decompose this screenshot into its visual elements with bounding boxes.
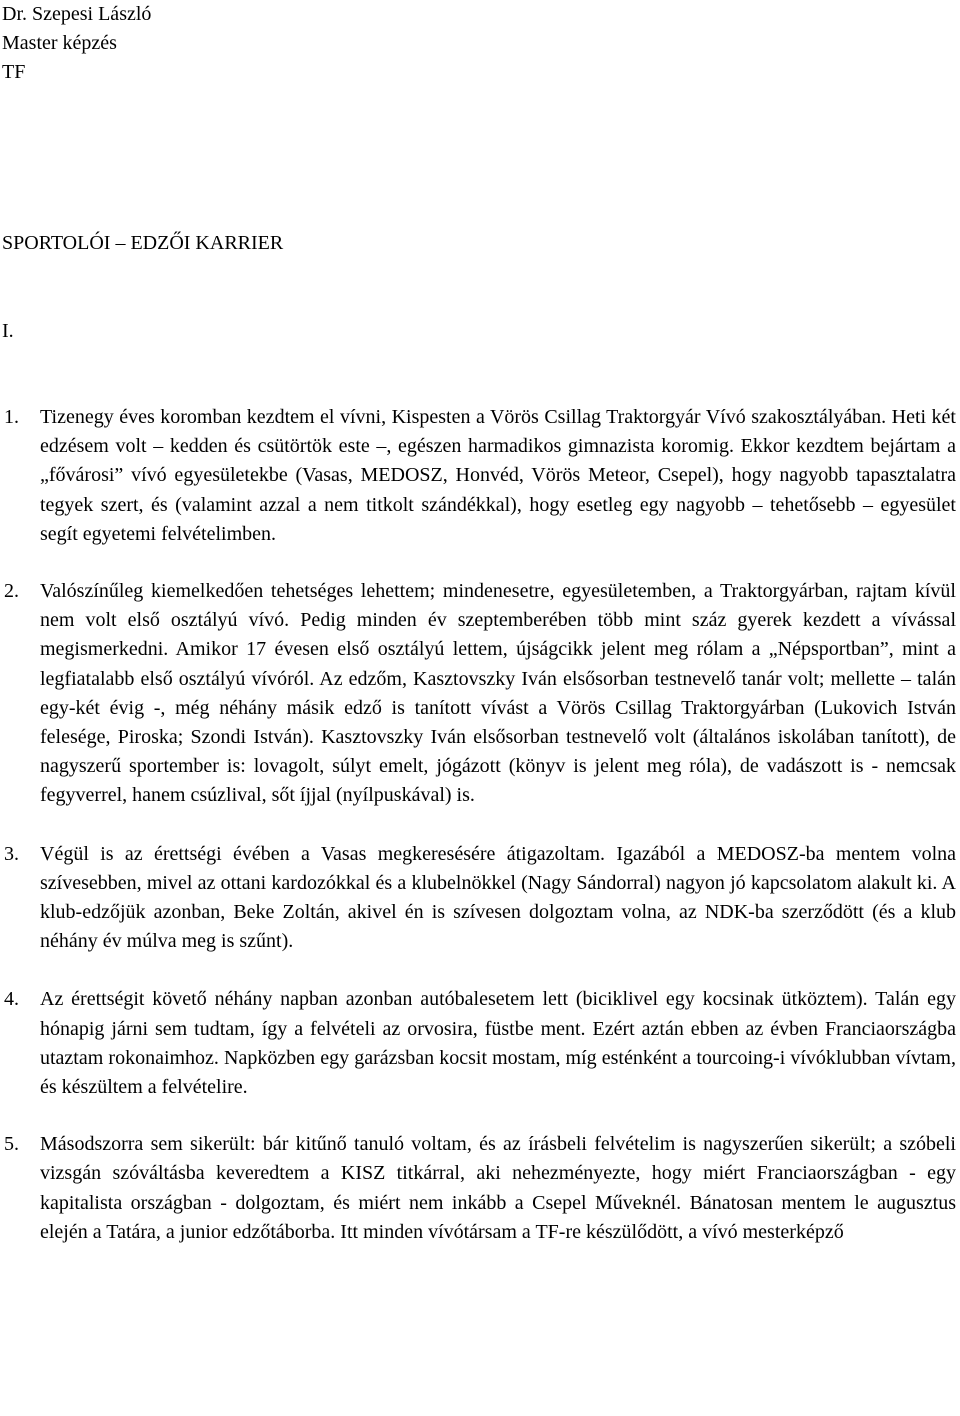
list-item-text: Végül is az érettségi évében a Vasas megkeresésére átigazoltam. Igazából a MEDOSZ-ba mentem volna szívesebben, mivel az ottani kardozókkal és a klubelnökkel (Nagy Sándorral) nagyon jó kapcsolatom alakult ki. A klub-edzőjük azonban, Beke Zoltán, akivel én is szívesen dolgoztam volna, az NDK-ba szerződött (és a klub néhány év múlva meg is szűnt). bbox=[40, 842, 956, 953]
list-item-text: Valószínűleg kiemelkedően tehetséges lehettem; mindenesetre, egyesületemben, a Traktorgyárban, rajtam kívül nem volt első osztályú vívó. Pedig minden év szeptemberében több mint száz gyerek kezdett a vívással megismerkedni. Amikor 17 évesen első osztályú lettem, újságcikk jelent meg rólam a „Népsportban”, mint a legfiatalabb első osztályú vívóról. Az edzőm, Kasztovszky Iván elsősorban testnevelő tanár volt; mellette – talán egy-két évig -, még néhány másik edző is tanított vívást a Vörös Csillag Traktorgyárban (Lukovich István felesége, Piroska; Szondi István). Kasztovszky Iván elsősorban testnevelő volt (általános iskolában tanított), de nagyszerű sportember is: lovagolt, súlyt emelt, jógázott (könyv is jelent meg róla), de vadászott is - nemcsak fegyverrel, hanem csúzlival, sőt íjjal (nyílpuskával) is. bbox=[40, 580, 956, 807]
list-item bbox=[0, 985, 960, 1102]
list-item-number: 4. bbox=[4, 988, 19, 1011]
list-item-number: 3. bbox=[4, 842, 19, 865]
list-item bbox=[0, 403, 960, 549]
list-item bbox=[0, 840, 960, 957]
list-item-text: Az érettségit követő néhány napban azonban autóbalesetem lett (biciklivel egy kocsinak ütköztem). Talán egy hónapig járni sem tudtam, így a felvételi az orvosira, füstbe ment. Ezért aztán ebben az évben Franciaországba utaztam rokonaimhoz. Napközben egy garázsban kocsit mostam, míg esténként a tourcoing-i vívóklubban vívtam, és készültem a felvételire. bbox=[40, 988, 956, 1099]
document-title: SPORTOLÓI – EDZŐI KARRIER bbox=[2, 232, 284, 254]
list-item-text: Tizenegy éves koromban kezdtem el vívni, Kispesten a Vörös Csillag Traktorgyár Vívó szakosztályában. Heti két edzésem volt – kedden és csütörtök este –, egészen harmadikos gimnazista koromig. Ekkor kezdtem bejártam a „fővárosi” vívó egyesületekbe (Vasas, MEDOSZ, Honvéd, Vörös Meteor, Csepel), hogy nagyobb tapasztalatra tegyek szert, és (valamint azzal a nem titkolt szándékkal), hogy esetleg egy nagyobb – tehetősebb – egyesület segít egyetemi felvételimben. bbox=[40, 406, 956, 545]
list-item-number: 1. bbox=[4, 406, 19, 428]
program-name: Master képzés bbox=[2, 32, 117, 54]
numbered-list bbox=[0, 403, 960, 1276]
document-header bbox=[2, 0, 151, 87]
list-item-number: 5. bbox=[4, 1133, 19, 1156]
part-number: I. bbox=[2, 320, 14, 342]
list-item bbox=[0, 577, 960, 811]
list-item bbox=[0, 1130, 960, 1247]
list-item-number: 2. bbox=[4, 580, 19, 603]
list-item-text: Másodszorra sem sikerült: bár kitűnő tanuló voltam, és az írásbeli felvételim is nagyszerűen sikerült; a szóbeli vizsgán szóváltásba keveredtem a KISZ titkárral, aki nehezményezte, hogy miért Franciaországban - egy kapitalista országban - dolgoztam, és miért nem inkább a Csepel Műveknél. Bánatosan mentem le augusztus elején a Tatára, a junior edzőtáborba. Itt minden vívótársam a TF-re készülődött, a vívó mesterképző bbox=[40, 1133, 956, 1243]
institution-name: TF bbox=[2, 61, 26, 83]
author-name: Dr. Szepesi László bbox=[2, 3, 152, 25]
